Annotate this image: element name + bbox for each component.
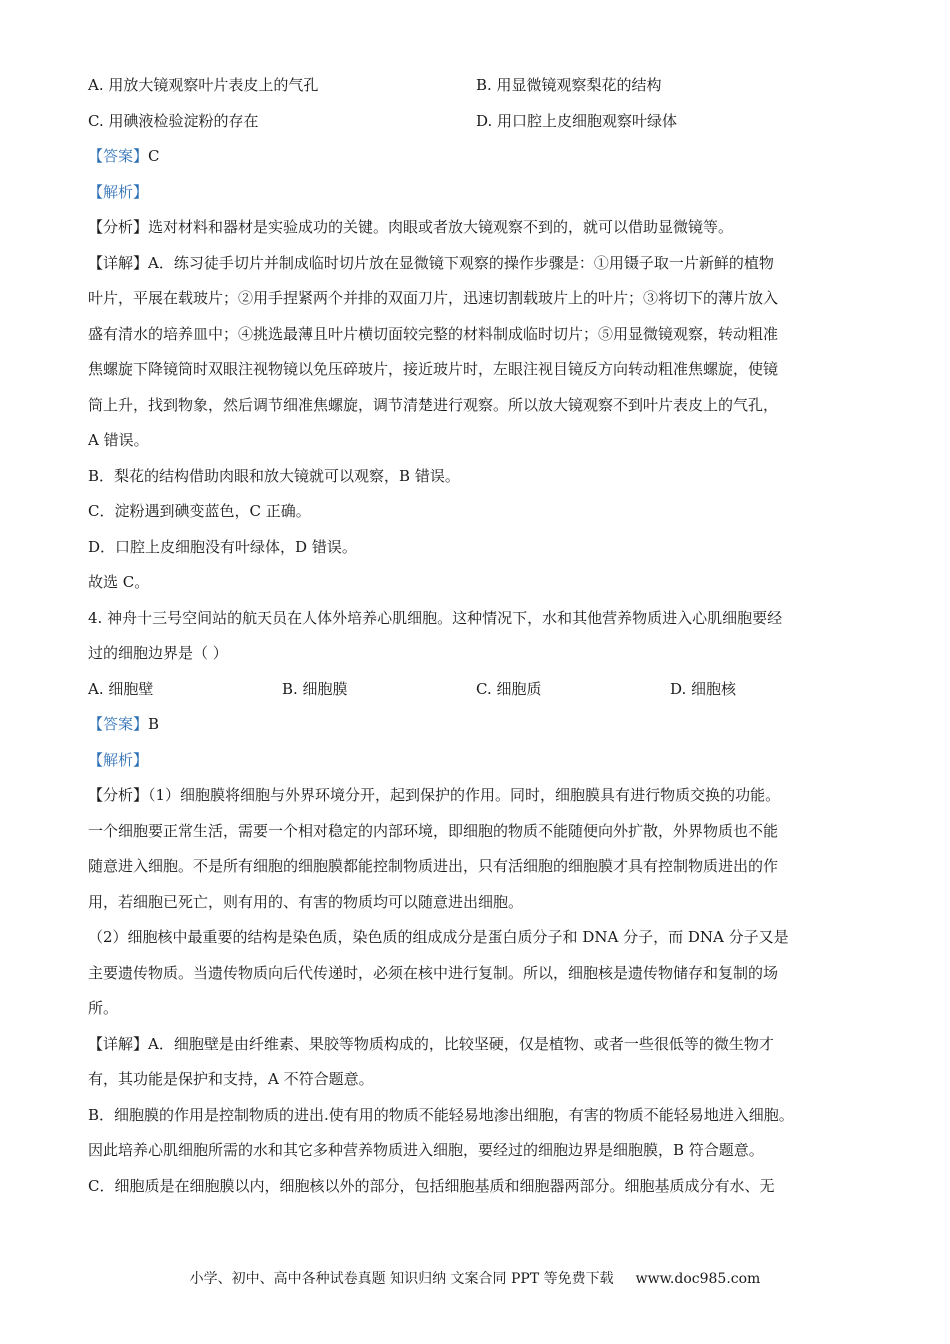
q4-option-a: A. 细胞壁	[88, 679, 154, 698]
q3-analysis-heading	[88, 175, 868, 211]
analysis-tag: 【解析】	[88, 182, 149, 201]
q4-fenxi-line: 主要遗传物质。当遗传物质向后代传递时，必须在核中进行复制。所以，细胞核是遗传物储存和复制的场	[88, 963, 779, 982]
q3-xiangjie-line: 焦螺旋下降镜筒时双眼注视物镜以免压碎玻片，接近玻片时，左眼注视目镜反方向转动粗准焦螺旋，使镜	[88, 360, 779, 378]
q4-stem: 4. 神舟十三号空间站的航天员在人体外培养心肌细胞。这种情况下，水和其他营养物质进入心肌细胞要经	[88, 608, 783, 627]
q3-xiangjie-line: 筒上升，找到物象，然后调节细准焦螺旋，调节清楚进行观察。所以放大镜观察不到叶片表皮上的气孔，	[88, 395, 779, 414]
q3-xiangjie-line: 叶片，平展在载玻片；②用手捏紧两个并排的双面刀片，迅速切割载玻片上的叶片；③将切下的薄片放入	[88, 289, 779, 307]
q4-xiangjie-line: 因此培养心肌细胞所需的水和其它多种营养物质进入细胞，要经过的细胞边界是细胞膜，B 符合题意。	[88, 1141, 764, 1159]
q4-fenxi	[88, 778, 868, 814]
xiangjie-text: A．细胞壁是由纤维素、果胶等物质构成的，比较坚硬，仅是植物、或者一些很低等的微生物才	[148, 1034, 774, 1053]
q4-options-row	[88, 672, 868, 708]
q3-answer	[88, 139, 868, 175]
answer-value: B	[148, 715, 160, 733]
document-page	[88, 68, 868, 1204]
q4-xiangjie-line: C．细胞质是在细胞膜以内，细胞核以外的部分，包括细胞基质和细胞器两部分。细胞基质成分有水、无	[88, 1176, 775, 1195]
fenxi-tag: 【分析】	[88, 786, 149, 804]
xiangjie-tag: 【详解】	[88, 253, 149, 272]
answer-tag: 【答案】	[88, 715, 149, 733]
q4-xiangjie-line: 有，其功能是保护和支持，A 不符合题意。	[88, 1070, 374, 1088]
q4-fenxi-line: （2）细胞核中最重要的结构是染色质，染色质的组成成分是蛋白质分子和 DNA 分子，而 DNA 分子又是	[88, 928, 789, 946]
q4-xiangjie-line: B．细胞膜的作用是控制物质的进出.使有用的物质不能轻易地渗出细胞，有害的物质不能轻易地进入细胞。	[88, 1105, 794, 1124]
xiangjie-tag: 【详解】	[88, 1034, 149, 1053]
q4-fenxi-line: 所。	[88, 999, 119, 1017]
q3-option-c: C. 用碘液检验淀粉的存在	[88, 111, 259, 130]
q4-option-d: D. 细胞核	[670, 679, 737, 698]
footer-text: 小学、初中、高中各种试卷真题 知识归纳 文案合同 PPT 等免费下载	[189, 1271, 614, 1287]
answer-value: C	[148, 147, 160, 165]
q4-xiangjie	[88, 1027, 868, 1063]
q3-option-d: D. 用口腔上皮细胞观察叶绿体	[476, 111, 678, 130]
q4-fenxi-line: 随意进入细胞。不是所有细胞的细胞膜都能控制物质进出，只有活细胞的细胞膜才具有控制物质进出的作	[88, 857, 779, 875]
analysis-tag: 【解析】	[88, 750, 149, 769]
q3-fenxi	[88, 210, 868, 246]
q3-options-row-2	[88, 104, 868, 140]
q3-xiangjie-b: B．梨花的结构借助肉眼和放大镜就可以观察，B 错误。	[88, 466, 460, 485]
q3-option-b: B. 用显微镜观察梨花的结构	[476, 76, 662, 94]
q3-xiangjie-line	[88, 246, 868, 282]
q3-xiangjie-line: A 错误。	[88, 431, 149, 449]
q4-answer	[88, 707, 868, 743]
q4-fenxi-line: 一个细胞要正常生活，需要一个相对稳定的内部环境，即细胞的物质不能随便向外扩散，外界物质也不能	[88, 821, 779, 840]
q4-option-c: C. 细胞质	[476, 679, 542, 698]
fenxi-text: （1）细胞膜将细胞与外界环境分开，起到保护的作用。同时，细胞膜具有进行物质交换的功能。	[148, 786, 781, 804]
q4-option-b: B. 细胞膜	[282, 679, 348, 698]
q4-analysis-heading	[88, 743, 868, 779]
fenxi-text: 选对材料和器材是实验成功的关键。肉眼或者放大镜观察不到的，就可以借助显微镜等。	[148, 218, 734, 236]
answer-tag: 【答案】	[88, 147, 149, 165]
q3-option-a: A. 用放大镜观察叶片表皮上的气孔	[88, 76, 319, 94]
q3-xiangjie-c: C．淀粉遇到碘变蓝色，C 正确。	[88, 502, 311, 520]
page-footer	[0, 1268, 950, 1288]
q3-xiangjie-line: 盛有清水的培养皿中；④挑选最薄且叶片横切面较完整的材料制成临时切片；⑤用显微镜观察，转动粗准	[88, 324, 779, 343]
q4-stem: 过的细胞边界是（ ）	[88, 644, 228, 662]
xiangjie-text: A．练习徒手切片并制成临时切片放在显微镜下观察的操作步骤是：①用镊子取一片新鲜的植物	[148, 253, 774, 272]
footer-url[interactable]: www.doc985.com	[635, 1271, 761, 1287]
fenxi-tag: 【分析】	[88, 218, 149, 236]
q3-options-row-1	[88, 68, 868, 104]
q3-xiangjie-d: D．口腔上皮细胞没有叶绿体，D 错误。	[88, 537, 357, 556]
q3-conclusion: 故选 C。	[88, 573, 150, 591]
q4-fenxi-line: 用，若细胞已死亡，则有用的、有害的物质均可以随意进出细胞。	[88, 892, 524, 911]
